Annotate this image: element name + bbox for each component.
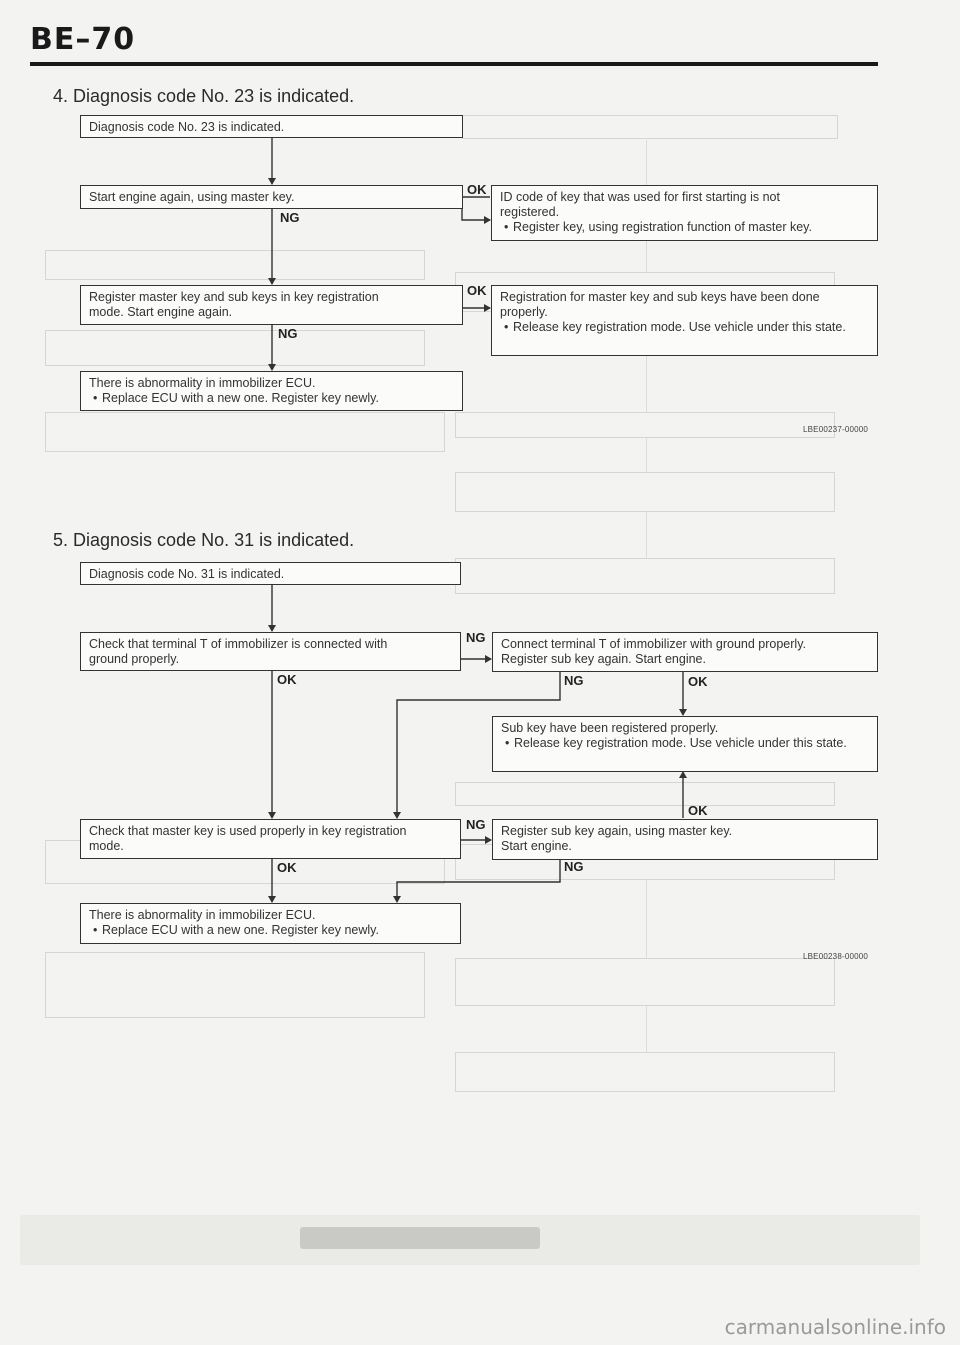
s5-label-ok-connect: OK xyxy=(688,674,708,689)
section-4-title: 4. Diagnosis code No. 23 is indicated. xyxy=(53,86,355,106)
s5-box-diagnosis-31: Diagnosis code No. 31 is indicated. xyxy=(80,562,461,585)
s4-box-registration-done: Registration for master key and sub keys have been done properly. • Release key registration mode. Use vehicle under this state. xyxy=(491,285,878,356)
s5-label-ok-register-sub: OK xyxy=(688,803,708,818)
s5-label-ng-register-sub: NG xyxy=(564,859,584,874)
s5-label-ok-terminal: OK xyxy=(277,672,297,687)
s4-box-start-engine: Start engine again, using master key. xyxy=(80,185,463,209)
s5-box-register-sub-key: Register sub key again, using master key. Start engine. xyxy=(492,819,878,860)
s5-label-ng-master: NG xyxy=(466,817,486,832)
section-5-title: 5. Diagnosis code No. 31 is indicated. xyxy=(53,530,355,550)
s5-label-ng-terminal: NG xyxy=(466,630,486,645)
s5-label-ng-connect: NG xyxy=(564,673,584,688)
s4-label-ok-1: OK xyxy=(467,182,487,197)
watermark: carmanualsonline.info xyxy=(724,1315,946,1339)
page-title: BE–70 xyxy=(30,22,136,57)
s4-box-diagnosis-23: Diagnosis code No. 23 is indicated. xyxy=(80,115,463,138)
s5-figure-code: LBE00238-00000 xyxy=(803,952,869,961)
s5-box-connect-terminal: Connect terminal T of immobilizer with ground properly. Register sub key again. Start engine. xyxy=(492,632,878,672)
section-4-connectors xyxy=(272,137,490,370)
s5-label-ok-master: OK xyxy=(277,860,297,875)
s4-box-id-code-not-registered: ID code of key that was used for first starting is not registered. • Register key, using registration function of master key. xyxy=(491,185,878,241)
s4-figure-code: LBE00237-00000 xyxy=(803,425,869,434)
s5-box-check-terminal: Check that terminal T of immobilizer is connected with ground properly. xyxy=(80,632,461,671)
s4-label-ng-2: NG xyxy=(278,326,298,341)
s4-label-ng-1: NG xyxy=(280,210,300,225)
s4-box-ecu-abnormal: There is abnormality in immobilizer ECU. • Replace ECU with a new one. Register key newly. xyxy=(80,371,463,411)
s5-box-check-master-key: Check that master key is used properly in key registration mode. xyxy=(80,819,461,859)
s4-box-register-keys: Register master key and sub keys in key registration mode. Start engine again. xyxy=(80,285,463,325)
s5-box-ecu-abnormal: There is abnormality in immobilizer ECU. • Replace ECU with a new one. Register key newly. xyxy=(80,903,461,944)
s5-box-sub-key-registered: Sub key have been registered properly. • Release key registration mode. Use vehicle under this state. xyxy=(492,716,878,772)
s4-label-ok-2: OK xyxy=(467,283,487,298)
